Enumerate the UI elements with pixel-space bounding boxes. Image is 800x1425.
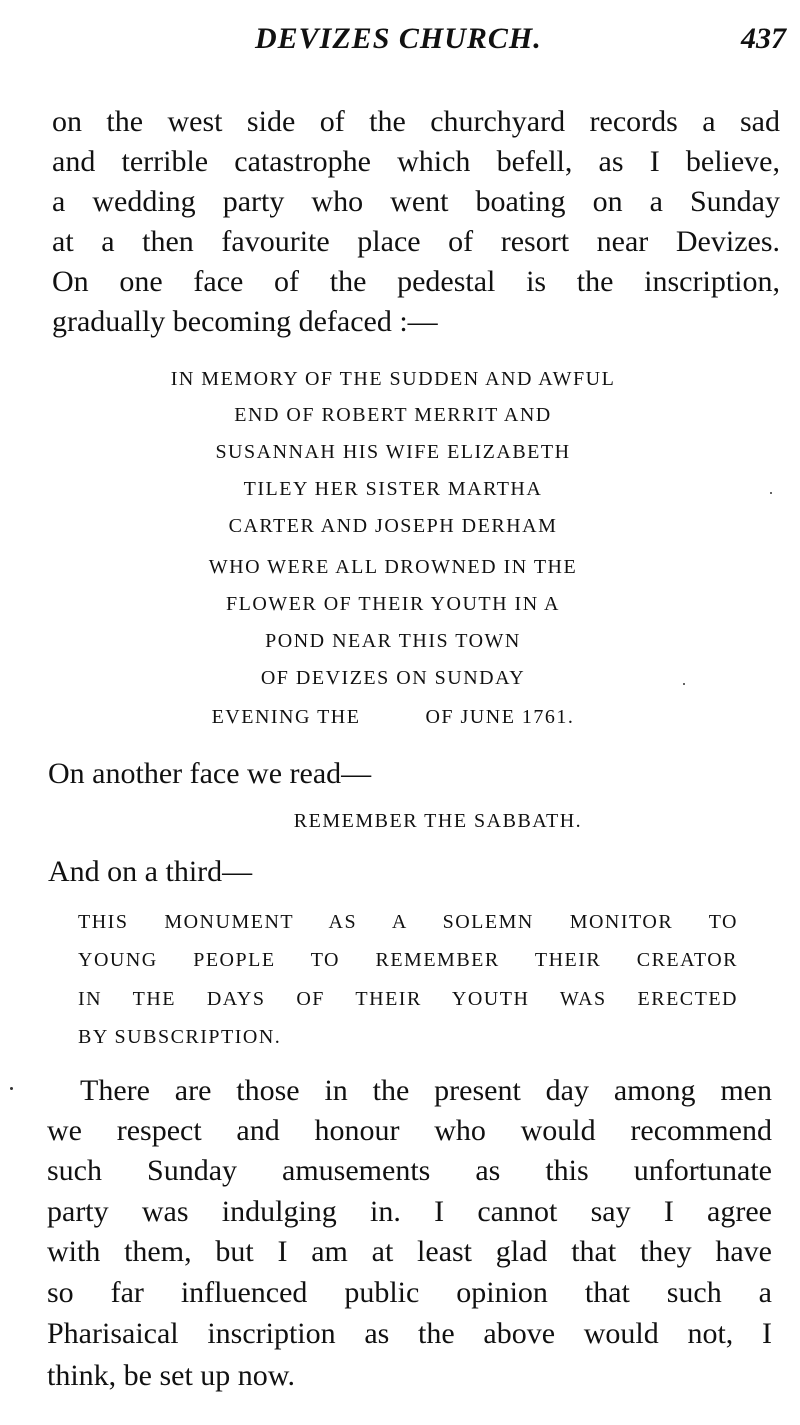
paragraph1-line: at a then favourite place of resort near Devizes. xyxy=(52,225,780,258)
inscription-line: TILEY HER SISTER MARTHA xyxy=(243,478,543,500)
scan-speck xyxy=(10,1087,13,1090)
paragraph2-line: Pharisaical inscription as the above would not, I xyxy=(47,1317,772,1350)
inscription-line: WHO WERE ALL DROWNED IN THE xyxy=(208,556,578,578)
page-number: 437 xyxy=(741,22,786,55)
monument-inscription-line: THIS MONUMENT AS A SOLEMN MONITOR TO xyxy=(78,911,738,933)
paragraph2-line: There are those in the present day among men xyxy=(80,1074,772,1107)
paragraph2-line: we respect and honour who would recommend xyxy=(47,1114,772,1147)
paragraph2-line: such Sunday amusements as this unfortunate xyxy=(47,1154,772,1187)
inscription-line: POND NEAR THIS TOWN xyxy=(265,630,521,652)
monument-inscription-line: YOUNG PEOPLE TO REMEMBER THEIR CREATOR xyxy=(78,949,738,971)
paragraph1-line: a wedding party who went boating on a Sunday xyxy=(52,185,780,218)
inscription-line: IN MEMORY OF THE SUDDEN AND AWFUL xyxy=(170,368,616,390)
sabbath-inscription: REMEMBER THE SABBATH. xyxy=(293,810,583,832)
another-face-line: On another face we read— xyxy=(48,757,372,790)
scan-speck xyxy=(683,683,685,685)
paragraph1-line: and terrible catastrophe which befell, as I believe, xyxy=(52,145,780,178)
inscription-line: CARTER AND JOSEPH DERHAM xyxy=(228,515,558,537)
running-head xyxy=(0,22,800,62)
inscription-line: OF DEVIZES ON SUNDAY xyxy=(260,667,526,689)
paragraph1-line: On one face of the pedestal is the inscription, xyxy=(52,265,780,298)
paragraph1-line: gradually becoming defaced :— xyxy=(52,305,438,338)
scan-speck xyxy=(770,492,772,494)
inscription-line: FLOWER OF THEIR YOUTH IN A xyxy=(226,593,560,615)
third-face-line: And on a third— xyxy=(48,855,253,888)
inscription-line: EVENING THE OF JUNE 1761. xyxy=(211,706,575,728)
inscription-line: END OF ROBERT MERRIT AND xyxy=(234,404,552,426)
inscription-line: SUSANNAH HIS WIFE ELIZABETH xyxy=(215,441,571,463)
monument-inscription-line: BY SUBSCRIPTION. xyxy=(78,1026,282,1048)
running-title: DEVIZES CHURCH. xyxy=(255,22,542,55)
paragraph2-line: party was indulging in. I cannot say I agree xyxy=(47,1195,772,1228)
monument-inscription-line: IN THE DAYS OF THEIR YOUTH WAS ERECTED xyxy=(78,988,738,1010)
paragraph2-line: think, be set up now. xyxy=(47,1359,296,1392)
paragraph2-line: so far influenced public opinion that such a xyxy=(47,1276,772,1309)
paragraph2-line: with them, but I am at least glad that they have xyxy=(47,1235,772,1268)
paragraph1-line: on the west side of the churchyard records a sad xyxy=(52,105,780,138)
